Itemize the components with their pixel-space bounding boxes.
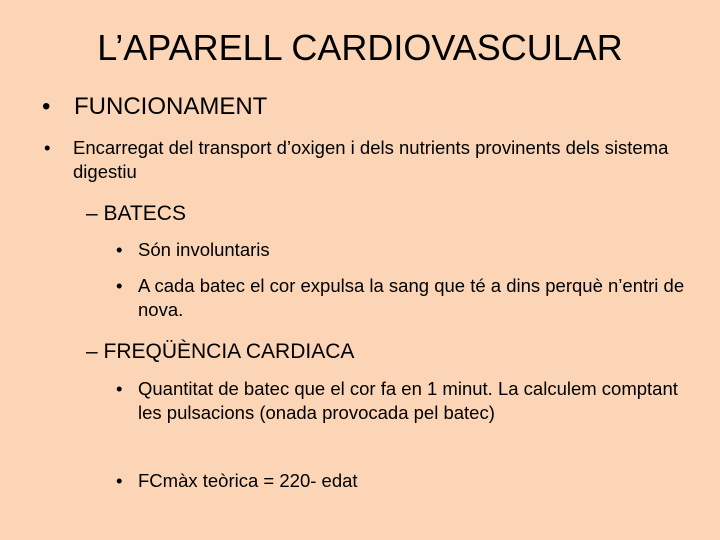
list-item-text: Quantitat de batec que el cor fa en 1 minut. La calculem comptant les pulsacions (onada provocada pel batec) [138, 378, 678, 423]
list-item-text: A cada batec el cor expulsa la sang que té a dins perquè n’entri de nova. [138, 275, 685, 320]
section-heading-text: – BATECS [86, 202, 186, 225]
slide-title: L’APARELL CARDIOVASCULAR [97, 27, 623, 68]
bullet-text: Encarregat del transport d’oxigen i dels nutrients provinents dels sistema digestiu [73, 137, 669, 182]
bullet-glyph: • [116, 470, 123, 491]
list-item-text: Són involuntaris [138, 239, 270, 260]
bullet-text: FUNCIONAMENT [74, 93, 268, 120]
bullet-glyph: • [42, 93, 51, 120]
bullet-glyph: • [116, 378, 123, 399]
section-heading-text: – FREQÜÈNCIA CARDIACA [86, 340, 355, 363]
bullet-glyph: • [116, 275, 123, 296]
bullet-glyph: • [44, 137, 51, 158]
list-item-text: FCmàx teòrica = 220- edat [138, 470, 358, 491]
bullet-glyph: • [116, 239, 123, 260]
